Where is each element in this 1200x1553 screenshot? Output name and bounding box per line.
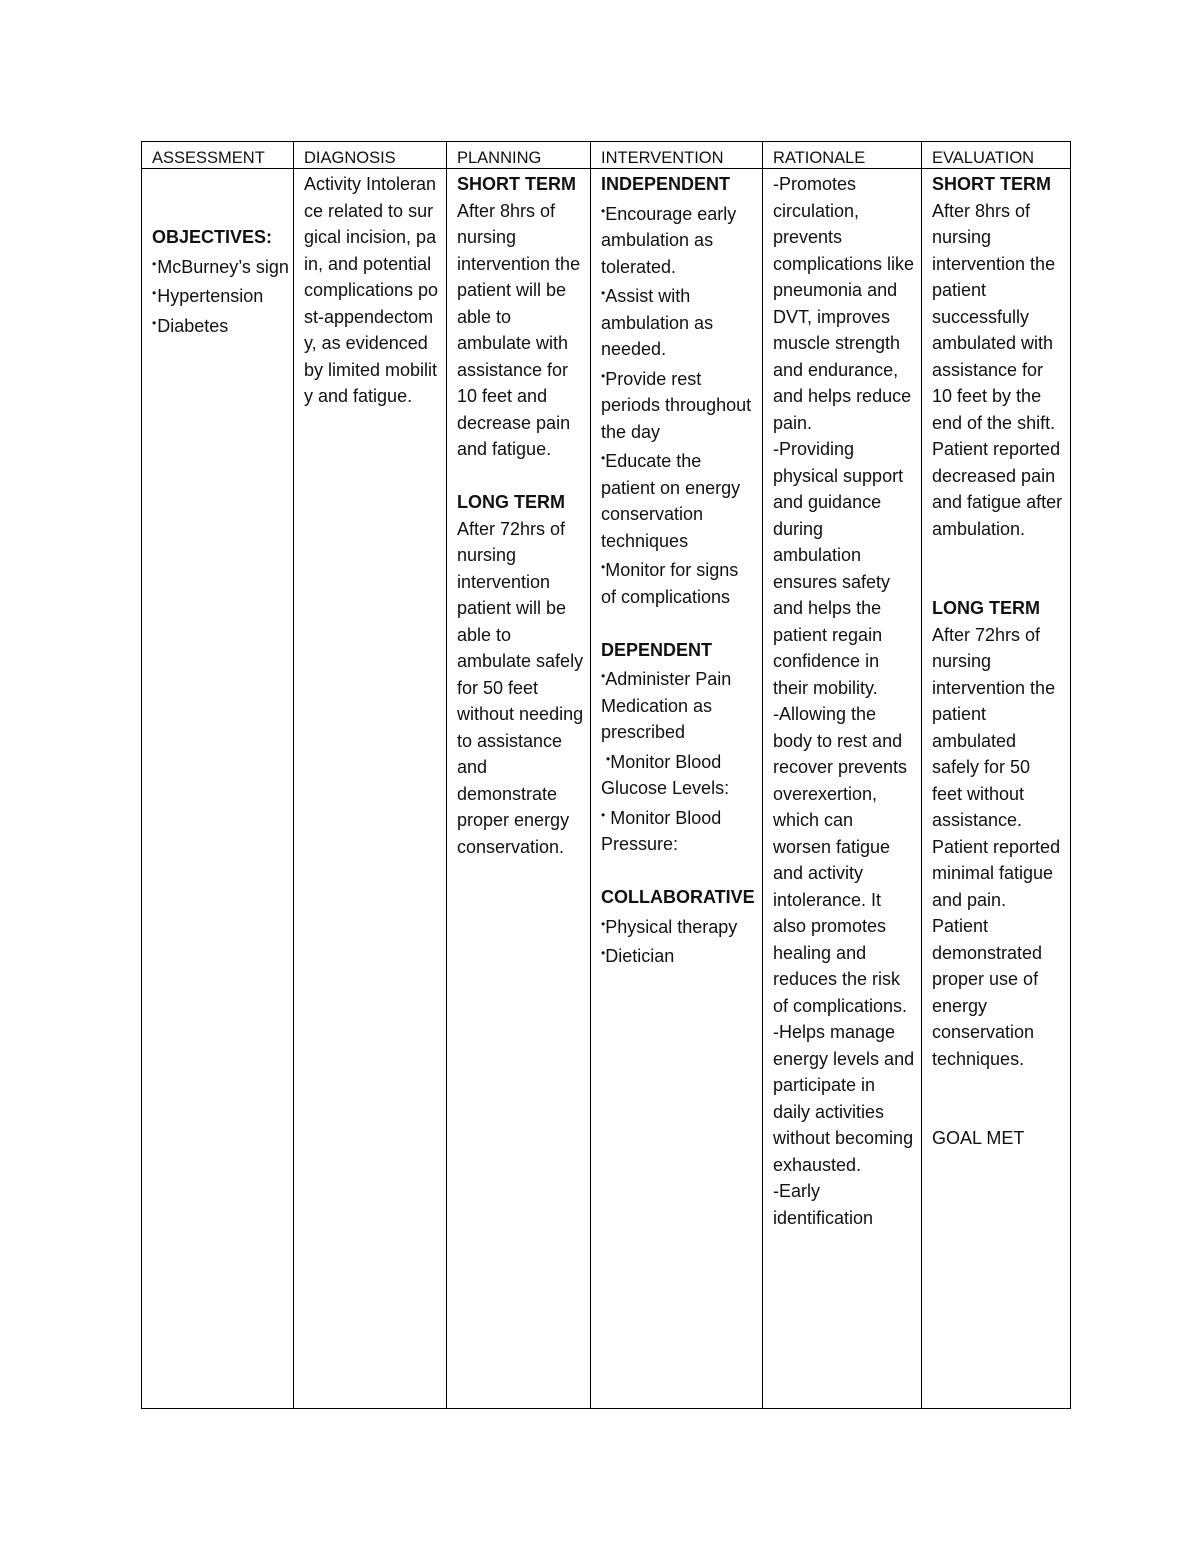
dependent-heading: DEPENDENT <box>601 639 713 660</box>
diagnosis-text: Activity Intolerance related to surgical incision, pain, and potential complications post-appendectomy, as evidenced by limited mobility and fatigue. <box>304 174 439 406</box>
independent-item: •Provide rest periods throughout the day <box>601 368 752 442</box>
assessment-item: •McBurney’s sign <box>152 256 289 277</box>
header-assessment: ASSESSMENT <box>142 142 294 169</box>
intervention-cell <box>591 169 763 1409</box>
rationale-item: -Early identification <box>773 1181 874 1228</box>
rationale-cell <box>763 169 922 1409</box>
evaluation-long-term-heading: LONG TERM <box>932 598 1040 618</box>
assessment-item: •Diabetes <box>152 315 229 336</box>
objectives-heading: OBJECTIVES: <box>152 227 273 247</box>
header-row <box>142 142 1071 169</box>
rationale-item: -Helps manage energy levels and participate in daily activities without becoming exhausted. <box>773 1022 915 1175</box>
dependent-item: •Administer Pain Medication as prescribed <box>601 669 732 742</box>
planning-cell <box>447 169 591 1409</box>
evaluation-short-term-heading: SHORT TERM <box>932 174 1051 194</box>
diagnosis-cell <box>294 169 447 1409</box>
evaluation-long-term-text: After 72hrs of nursing intervention the patient ambulated safely for 50 feet without assistance. Patient reported minimal fatigue and pain. Patient demonstrated proper use of energy conservation techniques. <box>932 624 1061 1069</box>
independent-item: •Monitor for signs of complications <box>601 560 739 607</box>
collaborative-heading: COLLABORATIVE <box>601 887 755 907</box>
dependent-item: •Monitor Blood Glucose Levels: <box>601 751 730 798</box>
header-evaluation: EVALUATION <box>922 142 1071 169</box>
independent-heading: INDEPENDENT <box>601 174 731 194</box>
independent-item: •Educate the patient on energy conservation techniques <box>601 451 741 551</box>
evaluation-short-term-text: After 8hrs of nursing intervention the patient successfully ambulated with assistance for 10 feet by the end of the shift. Patient reported decreased pain and fatigue after ambulation. <box>932 200 1063 539</box>
collaborative-item: •Physical therapy <box>601 916 738 937</box>
assessment-item: •Hypertension <box>152 286 264 306</box>
header-diagnosis: DIAGNOSIS <box>294 142 447 169</box>
planning-short-term-text: After 8hrs of nursing intervention the patient will be able to ambulate with assistance for 10 feet and decrease pain and fatigue. <box>457 200 581 459</box>
dependent-item: • Monitor Blood Pressure: <box>601 807 722 854</box>
assessment-cell <box>142 169 294 1409</box>
rationale-item: -Providing physical support and guidance during ambulation ensures safety and helps the patient regain confidence in their mobility. <box>773 439 904 698</box>
content-row <box>142 169 1071 1409</box>
planning-long-term-text: After 72hrs of nursing intervention patient will be able to ambulate safely for 50 feet without needing to assistance and demonstrate proper energy conservation. <box>457 518 584 857</box>
evaluation-cell <box>922 169 1071 1409</box>
header-intervention: INTERVENTION <box>591 142 763 169</box>
collaborative-item: •Dietician <box>601 946 675 966</box>
rationale-item: -Promotes circulation, prevents complications like pneumonia and DVT, improves muscle strength and endurance, and helps reduce pain. <box>773 174 915 433</box>
independent-item: •Encourage early ambulation as tolerated. <box>601 203 737 277</box>
goal-status: GOAL MET <box>932 1128 1025 1148</box>
independent-item: •Assist with ambulation as needed. <box>601 286 714 359</box>
rationale-item: -Allowing the body to rest and recover prevents overexertion, which can worsen fatigue and activity intolerance. It also promotes healing and reduces the risk of complications. <box>773 704 908 1016</box>
nursing-care-plan-table <box>141 141 1071 1409</box>
header-rationale: RATIONALE <box>763 142 922 169</box>
planning-long-term-heading: LONG TERM <box>457 492 565 512</box>
planning-short-term-heading: SHORT TERM <box>457 174 576 194</box>
header-planning: PLANNING <box>447 142 591 169</box>
